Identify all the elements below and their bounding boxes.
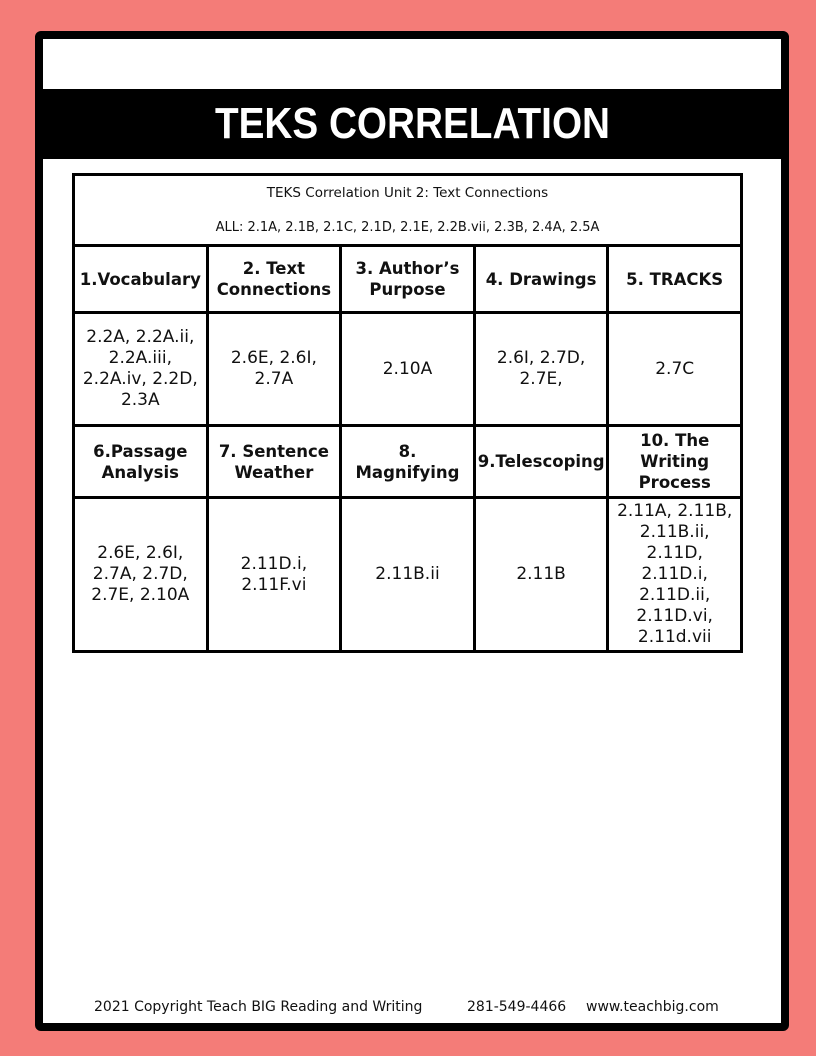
standards-cell: 2.11B.ii [341,498,475,652]
category-cell: 1.Vocabulary [74,246,208,313]
standards-cell: 2.6E, 2.6I, 2.7A [207,313,341,426]
standards-cell: 2.7C [608,313,742,426]
category-cell: 9.Telescoping [474,426,608,498]
standards-cell: 2.2A, 2.2A.ii, 2.2A.iii, 2.2A.iv, 2.2D, 2.3A [74,313,208,426]
phone-number: 281-549-4466 [467,999,567,1015]
copyright-text: 2021 Copyright Teach BIG Reading and Writing [94,999,423,1015]
table-header [74,175,742,246]
standards-cell: 2.11A, 2.11B, 2.11B.ii, 2.11D, 2.11D.i, 2.11D.ii, 2.11D.vi, 2.11d.vii [608,498,742,652]
category-cell: 7. Sentence Weather [207,426,341,498]
category-cell: 3. Author’s Purpose [341,246,475,313]
website-link[interactable]: www.teachbig.com [586,999,719,1015]
teks-correlation-table [72,173,743,653]
unit-title: TEKS Correlation Unit 2: Text Connections [266,184,549,201]
standards-cell: 2.11B [474,498,608,652]
category-cell: 8. Magnifying [341,426,475,498]
category-cell: 6.Passage Analysis [74,426,208,498]
title-bar [43,89,781,159]
category-cell: 2. Text Connections [207,246,341,313]
document-page [35,31,789,1031]
category-cell: 10. The Writing Process [608,426,742,498]
category-cell: 4. Drawings [474,246,608,313]
standards-cell: 2.10A [341,313,475,426]
category-cell: 5. TRACKS [608,246,742,313]
page-title: TEKS CORRELATION [214,99,610,148]
standards-cell: 2.6E, 2.6I, 2.7A, 2.7D, 2.7E, 2.10A [74,498,208,652]
standards-cell: 2.11D.i, 2.11F.vi [207,498,341,652]
standards-cell: 2.6I, 2.7D, 2.7E, [474,313,608,426]
all-standards: ALL: 2.1A, 2.1B, 2.1C, 2.1D, 2.1E, 2.2B.vii, 2.3B, 2.4A, 2.5A [215,219,600,235]
